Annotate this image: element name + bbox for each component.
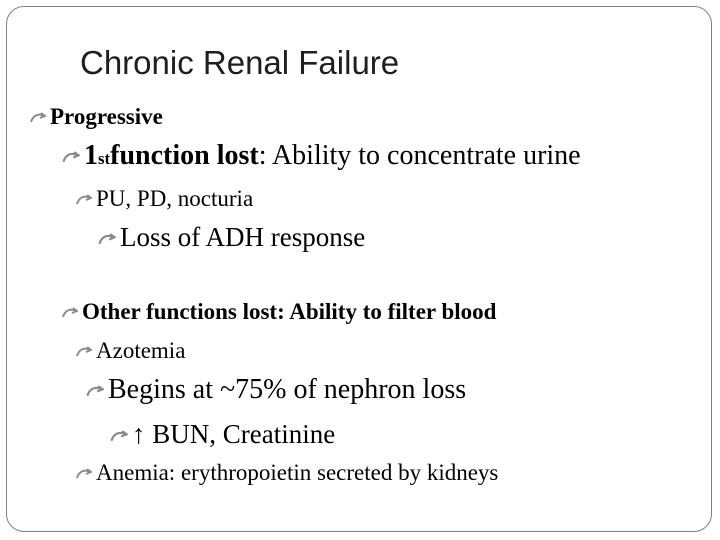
bullet-bun — [110, 419, 335, 450]
curved-arrow-bullet-icon — [76, 194, 92, 206]
slide-frame — [6, 6, 712, 532]
bullet-first-function-lost: 1 st function lost : Ability to concentrate urine — [62, 140, 581, 172]
bullet-text-num: 1 — [84, 140, 98, 171]
slide-title: Chronic Renal Failure — [80, 44, 400, 81]
bullet-text: Azotemia — [96, 338, 186, 363]
bullet-text: Other functions lost: Ability to filter blood — [82, 299, 497, 324]
bullet-pu-pd — [76, 186, 253, 212]
bullet-azotemia — [76, 338, 185, 364]
bullet-text: Progressive — [50, 104, 163, 129]
curved-arrow-bullet-icon — [76, 346, 92, 358]
bullet-other-functions-lost — [62, 299, 496, 325]
bullet-text-bold: function lost — [110, 140, 259, 171]
bullet-text: Anemia: erythropoietin secreted by kidneys — [96, 460, 499, 485]
bullet-text: PU, PD, nocturia — [96, 186, 254, 211]
bullet-begins — [86, 374, 466, 406]
curved-arrow-bullet-icon — [98, 233, 116, 246]
bullet-text: ↑ BUN, Creatinine — [132, 419, 336, 449]
bullet-text-rest: : Ability to concentrate urine — [258, 140, 581, 171]
curved-arrow-bullet-icon — [62, 151, 80, 164]
bullet-text: Begins at ~75% of nephron loss — [108, 374, 467, 405]
bullet-text: Loss of ADH response — [120, 222, 366, 252]
bullet-progressive — [30, 104, 163, 130]
curved-arrow-bullet-icon — [76, 468, 92, 480]
curved-arrow-bullet-icon — [30, 112, 46, 124]
bullet-adh — [98, 222, 365, 253]
curved-arrow-bullet-icon — [86, 385, 104, 398]
curved-arrow-bullet-icon — [62, 307, 78, 319]
bullet-anemia — [76, 460, 498, 486]
curved-arrow-bullet-icon — [110, 430, 128, 443]
